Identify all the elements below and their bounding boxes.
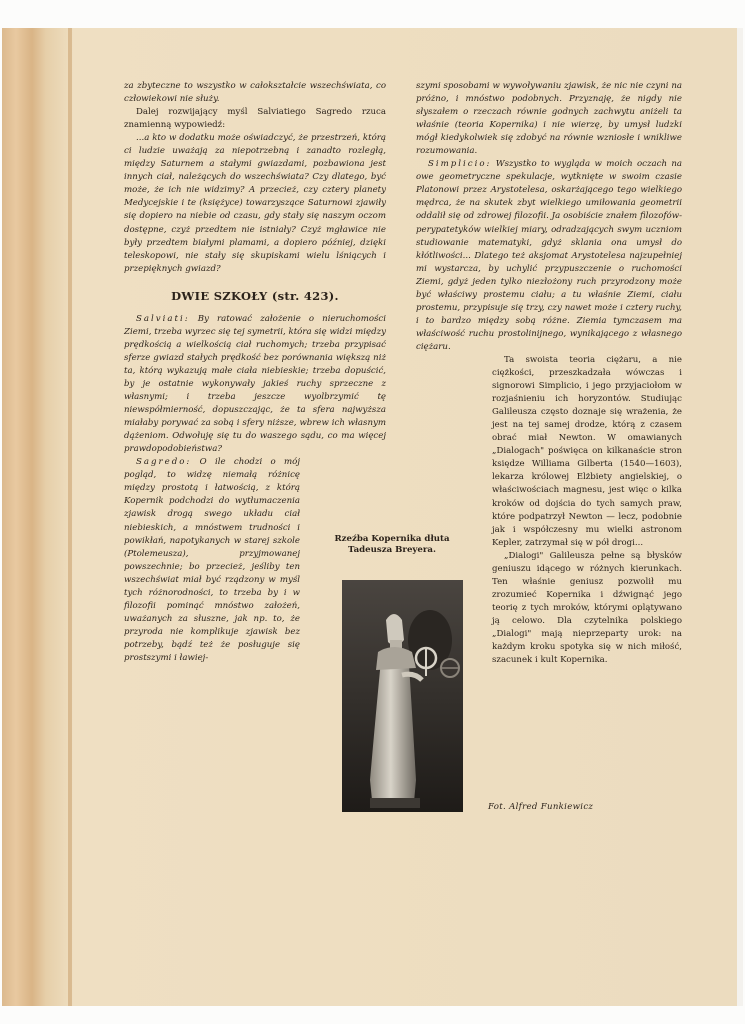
sculpture-illustration bbox=[342, 580, 463, 812]
left-column bbox=[124, 80, 386, 665]
speaker-sagredo: Sagredo: bbox=[136, 457, 192, 468]
copernicus-sculpture-photo bbox=[342, 580, 463, 812]
salviati-text: By ratować założenie o nieruchomości Ziemi, trzeba wyrzec się tej symetrii, która się widzi między prędkością a wielkością ciał ruchomych; trzeba przypisać sferze gwiazd stałych prędkość bez porównania większą niż ta, którą wykazują małe ciała niebieskie; trzeba dopuścić, by je ostatnie wykonywały jakieś ruchy sprzeczne z własnymi; i trzeba jeszcze wyolbrzymić tę niewspółmierność, dopuszczając, że ta sfera najwyższa miałaby porywać za sobą i sfery niższe, wbrew ich własnym dążeniom. Odwołuję się tu do waszego sądu, co ma więcej prawdopodobieństwa? bbox=[124, 313, 386, 455]
left-paragraph-quote: ...a kto w dodatku może oświadczyć, że przestrzeń, którą ci ludzie uważają za niepotrzebną i zanadto rozległą, między Saturnem a stałymi gwiazdami, pozbawiona jest innych ciał, należących do wszechświata? Czy dlatego, być może, że ich nie widzimy? A przecież, czy cztery planety Medycejskie i te (księżyce) towarzyszące Saturnowi zjawiły się dopiero na niebie od czasu, gdy stały się naszym oczom dostępne, czyż przedtem nie istniały? Czyż mgławice nie były przedtem białymi plamami, a dopiero później, dzięki teleskopowi, nie stały się skupiskami wielu lśniących i przepięknych gwiazd? bbox=[124, 133, 386, 274]
section-heading: DWIE SZKOŁY (str. 423). bbox=[171, 288, 339, 303]
simplicio-text: Wszystko to wygląda w moich oczach na owe geometryczne spekulacje, wytknięte w swoim czasie Platonowi przez Arystotelesa, oskarżającego tego wielkiego mędrca, że na skutek zbyt wielkiego umiłowania geometrii oddalił się od zdrowej filozofii. Ja osobiście znałem filozofów-perypatetyków wielkiej miary, odradzających swym uczniom studiowanie matematyki, gdyż sklania ona umysł do kłótliwości... Dlatego też aksjomat Arystotelesa najzupełniej mi wystarcza, by uchylić przypuszczenie o ruchomości Ziemi, gdyż jeden tylko niezłożony ruch przyrodzony może być właściwy prostemu ciału; a tu właśnie Ziemi, ciału prostemu, przypisuje się trzy, czy nawet może i cztery ruchy, i to bardzo między sobą różne. Ziemia tymczasem ma właściwość ruchu prostolinijnego, wynikającego z własnego ciężaru. bbox=[416, 159, 682, 352]
right-paragraph-dialogi: „Dialogi" Galileusza pełne są błysków geniuszu idącego w różnych kierunkach. Ten właśnie geniusz pozwolił mu zrozumieć Kopernika i dźwignąć jego teorię z tych mroków, którymi oplątywano ją celowo. Dla czytelnika polskiego „Dialogi" mają nieprzeparty urok: na każdym kroku spotyka się w nich miłość, szacunek i kult Kopernika. bbox=[492, 550, 682, 666]
sagredo-block bbox=[124, 456, 300, 665]
photo-credit: Fot. Alfred Funkiewicz bbox=[488, 802, 594, 812]
next-page-edge bbox=[737, 28, 743, 1006]
right-paragraph-continuation: szymi sposobami w wywoływaniu zjawisk, że nic nie czyni na próżno, i mnóstwo podobnych. Przyznaję, że nigdy nie słyszałem o rzeczach równie godnych zachwytu aniżeli ta właśnie (teoria Kopernika) i nie wierzę, by umysł ludzki mógł kiedykolwiek się zdobyć na równie wzniosłe i wnikliwe rozumowania. bbox=[416, 81, 682, 157]
speaker-simplicio: Simplicio: bbox=[428, 159, 492, 170]
left-paragraph-sagredo-lead: Dalej rozwijający myśl Salviatiego Sagredo rzuca znamienną wypowiedź: bbox=[124, 107, 386, 131]
figure-caption bbox=[326, 534, 458, 556]
sagredo-text: O ile chodzi o mój pogląd, to widzę niemałą różnicę między prostotą i łatwością, z którą Kopernik podchodzi do wytłumaczenia zjawisk drogą swego układu ciał niebieskich, a mnóstwem trudności i powikłań, napotykanych w starej szkole (Ptolemeusza), przyjmowanej powszechnie; bo przecież, jeśliby ten wszechświat miał być rządzony w myśl tych różnorodności, to trzeba by i w filozofii pominąć mnóstwo założeń, uważanych za słuszne, jak np. to, że przyroda nie komplikuje zjawisk bez potrzeby, bądź też że posługuje się prostszymi i ławiej- bbox=[124, 457, 300, 663]
left-paragraph-intro: za zbyteczne to wszystko w całokształcie wszechświata, co człowiekowi nie służy. bbox=[124, 81, 386, 105]
caption-line-1: Rzeźba Kopernika dłuta bbox=[334, 534, 450, 544]
right-wrap-block bbox=[492, 354, 682, 667]
page-spine-shadow bbox=[68, 28, 72, 1006]
right-paragraph-theory: Ta swoista teoria ciężaru, a nie ciężkości, przeszkadzała wówczas i signorowi Simplicio, i jego przyjaciołom w rozjaśnieniu ich horyzontów. Studiując Galileusza często doznaje się wrażenia, że jest na tej samej drodze, którą z czasem obrać miał Newton. W omawianych „Dialogach" poświęca on kilkanaście stron księdze Williama Gilberta (1540—1603), lekarza królowej Elżbiety angielskiej, o właściwościach magnesu, jest więc o kilka kroków od dojścia do tych samych praw, które podpatrzył Newton — lecz, podobnie jak i współczesny mu wielki astronom Kepler, zatrzymał się w pół drogi... bbox=[492, 354, 682, 548]
speaker-salviati: Salviati: bbox=[136, 313, 190, 324]
caption-line-2: Tadeusza Breyera. bbox=[348, 545, 436, 555]
